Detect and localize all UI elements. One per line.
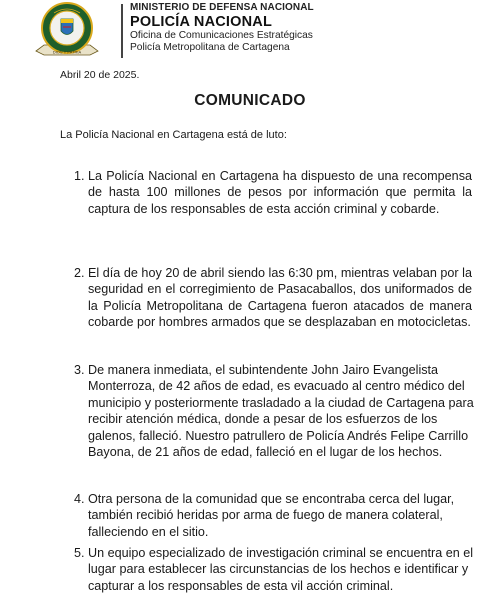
office-name: Oficina de Comunicaciones Estratégicas [130,30,313,42]
item-number: 1. [74,169,85,183]
item-text: La Policía Nacional en Cartagena ha dispuesto de una recompensa de hasta 100 millones de pesos por información que permita la captura de los responsables de esta acción criminal y cobarde. [88,169,472,216]
item-number: 2. [74,266,85,280]
list-item [74,545,478,594]
document-intro: La Policía Nacional en Cartagena está de luto: [60,129,287,141]
police-seal-logo [30,1,104,61]
list-item [74,168,472,217]
seal-motto: DIOS Y PATRIA [52,49,82,55]
list-item [74,362,478,460]
letterhead [0,0,480,66]
item-number: 5. [74,546,85,560]
ministry-name: MINISTERIO DE DEFENSA NACIONAL [130,2,314,13]
metro-police-name: Policía Metropolitana de Cartagena [130,41,290,53]
item-number: 4. [74,492,85,506]
police-name: POLICÍA NACIONAL [130,13,273,30]
item-number: 3. [74,363,85,377]
header-divider [121,4,123,58]
document-date: Abril 20 de 2025. [60,69,140,81]
item-text: De manera inmediata, el subintendente John Jairo Evangelista Monterroza, de 42 años de edad, es evacuado al centro médico del municipio y posteriormente trasladado a la ciudad de Cartagena para recibir atención médica, donde a pesar de los esfuerzos de los galenos, falleció. Nuestro patrullero de Policía Andrés Felipe Carrillo Bayona, de 21 años de edad, falleció en el lugar de los hechos. [88,363,474,460]
item-text: Un equipo especializado de investigación criminal se encuentra en el lugar para establecer las circunstancias de los hechos e identificar y capturar a los responsables de esta vil acción criminal. [88,546,474,593]
item-text: El día de hoy 20 de abril siendo las 6:30 pm, mientras velaban por la seguridad en el corregimiento de Pasacaballos, dos uniformados de la Policía Metropolitana de Cartagena fueron atacados de manera cobarde por hombres armados que se desplazaban en motocicletas. [88,266,472,330]
list-item [74,491,478,540]
document-title: COMUNICADO [194,92,306,109]
header-text-block [130,2,314,54]
item-text: Otra persona de la comunidad que se encontraba cerca del lugar, también recibió heridas por arma de fuego de manera colateral, falleciendo en el sitio. [88,492,455,539]
list-item [74,265,472,331]
